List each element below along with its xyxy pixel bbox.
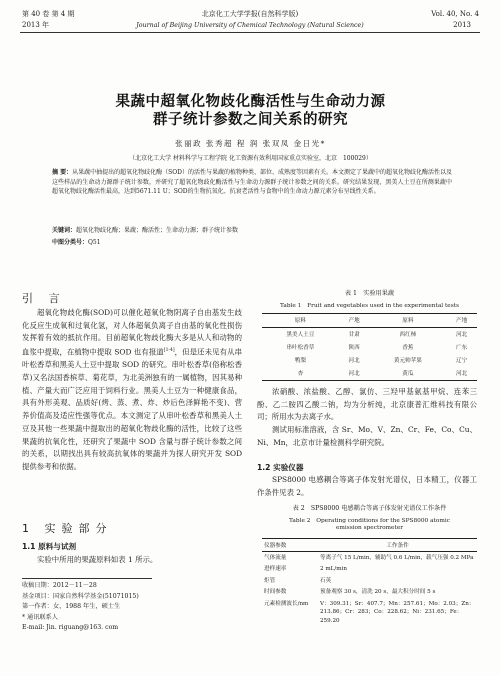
table2-header-row	[262, 539, 477, 552]
table-row	[262, 598, 477, 627]
table-row	[262, 587, 477, 599]
table-row	[262, 354, 477, 367]
footnote-rule	[22, 578, 152, 579]
abstract-text: 从果蔬中抽提出的超氧化物歧化酶（SOD）的活性与果蔬的植物种类、部位、成熟度等因素有关。本文测定了果蔬中的超氧化物歧化酶活性以及这些样品的生命动力源群子统计参数，并研究了超氧化物歧化酶活性与生命动力源群子统计参数之间的关系。研究结果发现，黑美人土豆在所测果蔬中超氧化物歧化酶活性最高，达到5671.11 U；SOD的生物抗氧化、抗衰老活性与食物中的生命动力源元素分布呈线性关系。	[52, 169, 452, 196]
table-row	[262, 552, 477, 564]
keywords-label: 关键词：	[52, 227, 77, 234]
header-issue: Vol. 40, No. 4	[431, 10, 479, 18]
clc-number	[52, 238, 452, 248]
table-cell: 黑美人土豆	[286, 332, 315, 339]
table-cell: 鸭梨	[294, 358, 306, 365]
abstract	[52, 168, 452, 197]
intro-citation: [1-4]	[163, 348, 175, 354]
table-cell: 元素检测波长/nm	[264, 600, 309, 607]
table-cell: 2 mL/min	[320, 566, 347, 572]
footnote-received: 收稿日期：2012－11－28	[22, 582, 97, 589]
standards-paragraph: 测试用标准溶液，含 Sr、Mo、V、Zn、Cr、Fe、Co、Cu、Ni、Mn，北京市计量检测科学研究院。	[257, 425, 477, 447]
table-cell: 气体流量	[264, 554, 287, 561]
affiliation: （北京化工大学 材料科学与工程学院 化工资源有效利用国家重点实验室，北京 100029）	[129, 155, 372, 162]
right-column-text	[257, 386, 477, 450]
table-cell: 石英	[320, 577, 332, 584]
table1-header-cell: 产地	[339, 314, 370, 328]
intro-heading: 引 言	[22, 292, 66, 305]
footnote-email: E-mail: Jin. riguang@163. com	[22, 624, 119, 631]
table-cell: 甘肃	[348, 332, 360, 339]
footnote-corresponding: * 通讯联系人	[22, 613, 58, 621]
abstract-label: 摘 要：	[52, 169, 73, 176]
reagents-paragraph: 浓硝酸、浓盐酸、乙醇、氯仿、三羟甲基氨基甲烷、连苯三酚、乙二胺四乙酸二钠，均为分析纯，北京康普汇维科技有限公司；所用水为去离子水。	[257, 387, 477, 422]
table-cell: 时间参数	[264, 589, 287, 595]
intro-paragraph-tail: ，但是还未见有从串叶松香草和黑美人土豆中提取 SOD 的研究。串叶松香草(俗称松香草)又名法国香槟草、菊花草，为北美洲独有的一属植物，因其易种植、产量大而广泛应用于饲料行业。黑美人土豆为一种健康食品，具有外形美观、品质好(烤、蒸、煮、炸、炒后色泽鲜艳不变)、营养价值高及适应性强等优点。本文测定了从串叶松香草和黑美人土豆及其他一些果蔬中提取出的超氧化物歧化酶的活性，比较了这些果蔬的抗氧化性，还研究了果蔬中 SOD 含量与群子统计参数之间的关系，以期找出具有较高抗氧体的果蔬并为探人研究开发 SOD 提供参考和依据。	[22, 347, 242, 471]
table1-caption-en: Table 1 Fruit and vegetables used in the experimental tests	[279, 303, 460, 309]
table-cell: 进样速率	[264, 566, 287, 572]
table2-header-cell: 仪器参数	[262, 539, 318, 552]
table-cell: 辽宁	[456, 358, 468, 365]
instrument-paragraph: SPS8000 电感耦合等离子体发射光谱仪，日本精工，仪器工作条件见表 2。	[257, 475, 477, 497]
footnote-author: 第一作者：女，1988 年生，硕士生	[22, 603, 121, 610]
table2-header-cell: 工作条件	[318, 539, 477, 552]
table1	[262, 313, 477, 381]
subsection-1-2-heading: 1.2 实验仪器	[257, 463, 304, 472]
table-row	[262, 327, 477, 340]
footnotes	[22, 581, 252, 634]
table-row	[262, 564, 477, 576]
table1-header-cell: 原料	[369, 314, 446, 328]
header-year: 2013 年	[22, 21, 50, 29]
table2-caption-en-2: emission spectrometer	[335, 525, 404, 531]
table-cell: 河北	[348, 358, 360, 365]
table1-header-row	[262, 314, 477, 328]
table-cell: 杏	[262, 367, 339, 380]
table1-header-cell: 原料	[262, 314, 339, 328]
table-cell: 香蕉	[402, 345, 414, 352]
table-cell: 河北	[339, 367, 370, 380]
table-cell: 西红柿	[399, 332, 417, 339]
table1-caption-cn: 表 1 实验用果蔬	[344, 290, 395, 297]
paper-title-line1: 果蔬中超氧化物歧化酶活性与生命动力源	[115, 94, 386, 110]
intro-body	[22, 307, 242, 474]
keywords-text: 超氧化物歧化酶；果蔬；酶活性；生命动力源；群子统计参数	[76, 227, 239, 234]
authors: 张丽政 张秀超 程 润 张双凤 金日光*	[175, 139, 326, 148]
header-rule	[20, 32, 480, 33]
paper-title-line2: 群子统计参数之间关系的研究	[153, 112, 348, 128]
table-cell: 炬管	[264, 577, 276, 584]
table-cell: 黄元帅苹果	[393, 358, 422, 365]
table-cell: 广东	[456, 345, 468, 352]
table-row	[262, 341, 477, 354]
table-cell: 河北	[456, 332, 468, 339]
table-row	[262, 575, 477, 587]
table2-caption-en-1: Table 2 Operating conditions for the SPS8000 atomic	[289, 518, 450, 524]
header-year-right: 2013	[453, 21, 471, 29]
footnote-fund: 基金项目：国家自然科学基金(51071015)	[22, 592, 139, 600]
header-volume: 第 40 卷 第 4 期	[22, 10, 75, 18]
intro-paragraph: 超氧化物歧化酶(SOD)可以催化超氧化物阴离子自由基发生歧化反应生成氧和过氧化氢，对人体超氧负离子自由基的氧化性损伤发挥着有效的抵抗作用。目前超氧化物歧化酶大多是从人和动物的血浆中提取，在植物中提取 SOD 也有报道	[22, 308, 242, 357]
table-cell: 预备观察 30 s，清洗 20 s，最大积分时间 5 s	[320, 589, 436, 595]
header-journal-cn: 北京化工大学学报(自然科学版)	[201, 10, 299, 18]
table-cell: V：309.31；Sr：407.7；Mn：257.61；Mo：2.03；Zn：213.86；Cr：283；Co：228.62；Ni：231.65；Fe：259.20	[320, 600, 475, 624]
table2	[262, 538, 477, 627]
table2-caption-cn: 表 2 SPS8000 电感耦合等离子体发射光谱仪工作条件	[292, 505, 447, 512]
subsection-1-2-text	[257, 474, 477, 499]
clc-value: Q51	[88, 239, 101, 246]
subsection-1-1-text	[22, 554, 242, 567]
clc-label: 中图分类号：	[52, 239, 89, 246]
subsection-1-1-heading: 1.1 原料与试剂	[22, 542, 77, 551]
section1-heading: 1 实验部分	[22, 522, 113, 535]
table-cell: 河北	[446, 367, 477, 380]
table-row	[262, 367, 477, 380]
subsection-1-1-paragraph: 实验中所用的果蔬原料如表 1 所示。	[37, 555, 158, 564]
table-cell: 等离子气 15 L/min，辅助气 0.6 L/min，载气压强 0.2 MPa	[320, 554, 474, 561]
table-cell: 陕西	[348, 345, 360, 352]
header-journal-en: Journal of Beijing University of Chemical Technology (Natural Science)	[136, 22, 364, 29]
table-cell: 串叶松香草	[286, 345, 315, 352]
table1-header-cell: 产地	[446, 314, 477, 328]
table-cell: 黄瓜	[369, 367, 446, 380]
keywords	[52, 226, 452, 236]
